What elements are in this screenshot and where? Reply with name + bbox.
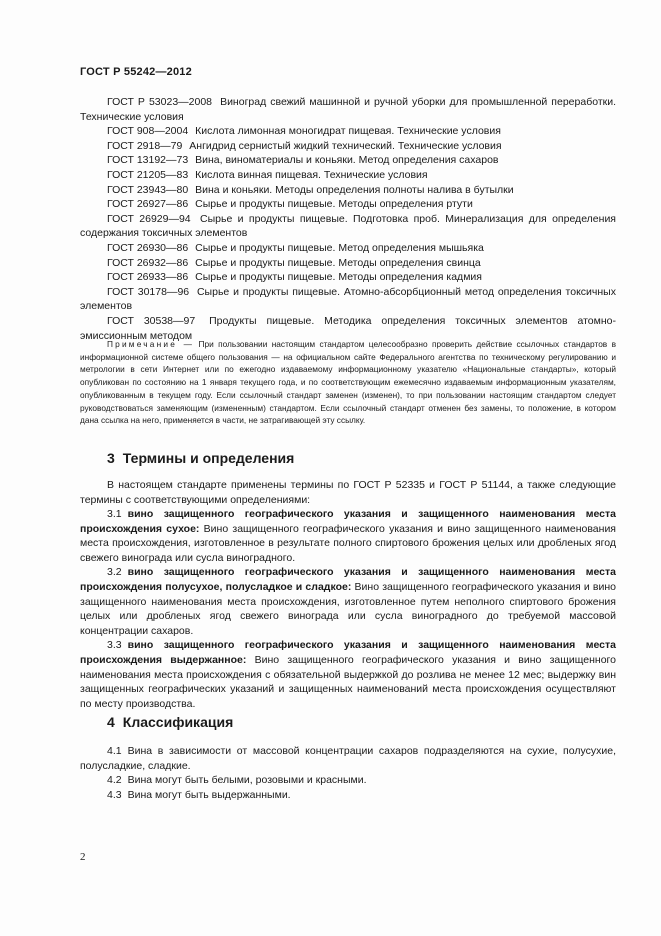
reference-code: ГОСТ 21205—83 [107,168,189,181]
reference-item [80,183,616,198]
reference-title: Вина, виноматериалы и коньяки. Метод определения сахаров [195,154,499,167]
reference-title: Кислота лимонная моногидрат пищевая. Технические условия [195,125,501,138]
reference-code: ГОСТ 26927—86 [107,198,189,211]
term-name: вино защищенного географического указания и защищенного наименования места происхождения выдержанное: [80,639,616,666]
reference-code: ГОСТ 13192—73 [107,154,189,167]
item-number: 4.3 [107,788,122,801]
classification-list [80,744,616,802]
document-header: ГОСТ Р 55242—2012 [80,66,192,78]
item-number: 4.2 [107,774,122,787]
reference-code: ГОСТ 30178—96 [107,285,190,298]
term-name: вино защищенного географического указания и защищенного наименования места происхождения сухое: [80,508,616,535]
reference-title: Ангидрид сернистый жидкий технический. Технические условия [189,139,502,152]
reference-code: ГОСТ 30538—97 [107,314,196,327]
term-definition: Вино защищенного географического указания и вино защищенного наименования места происхождения, изготовленное в результате полного спиртового брожения целых или дробленых ягод свежего винограда или сусла виноградного. [80,522,616,564]
reference-code: ГОСТ 26933—86 [107,271,189,284]
reference-item [80,285,616,314]
reference-code: ГОСТ 23943—80 [107,183,189,196]
note-text: При пользовании настоящим стандартом целесообразно проверить действие ссылочных стандартов в информационной системе общего пользования — на официальном сайте Федерального агентства по техническому регулированию и метрологии в сети Интернет или по ежегодно издаваемому информационному указателю «Национальные стандарты», который опубликован по состоянию на 1 января текущего года, и по соответствующим ежемесячно издаваемым информационным указателям, опубликованным в текущем году. Если ссылочный стандарт заменен (изменен), то при пользовании настоящим стандартом следует руководствоваться заменяющим (измененным) стандартом. Если ссылочный стандарт отменен без замены, то положение, в котором дана ссылка на него, применяется в части, не затрагивающей эту ссылку. [80,339,617,426]
normative-references-list [80,95,616,343]
item-text: Вина могут быть белыми, розовыми и красными. [127,774,367,787]
section-3-heading [107,450,294,466]
term-item [80,565,616,638]
term-definition: Вино защищенного географического указания и вино защищенного наименования места происхождения, изготовленное путем неполного спиртового брожения целых или дробленых ягод свежего винограда или сусла виноградного до требуемой массовой концентрации сахаров. [80,580,616,637]
note-paragraph [80,338,616,427]
reference-item [80,212,616,241]
classification-item [80,744,616,773]
page-number: 2 [80,851,86,863]
reference-title: Продукты пищевые. Методика определения токсичных элементов атомно-эмиссионным методом [80,314,616,342]
reference-title: Сырье и продукты пищевые. Методы определения свинца [195,256,481,269]
reference-item [80,168,616,183]
section-number: 3 [107,450,115,466]
term-item [80,638,616,711]
reference-item [80,241,616,256]
section-title: Классификация [122,714,234,730]
reference-title: Вина и коньяки. Методы определения полноты налива в бутылки [195,183,514,196]
term-definition: Вино защищенного географического указания и вино защищенного наименования места происхождения с обязательной выдержкой до розлива не менее 12 мес; выдержку вин защищенных географических указаний и защищенных наименований места происхождения осуществляют по месту производства. [80,653,616,710]
note-label: Примечание — [107,339,195,349]
section-3-intro: В настоящем стандарте применены термины по ГОСТ Р 52335 и ГОСТ Р 51144, а также следующие термины с соответствующими определениями: [80,479,616,506]
reference-item [80,124,616,139]
reference-code: ГОСТ Р 53023—2008 [107,96,213,108]
classification-item [80,788,616,803]
reference-title: Сырье и продукты пищевые. Подготовка проб. Минерализация для определения содержания токсичных элементов [80,212,616,240]
item-number: 4.1 [107,745,122,757]
reference-title: Сырье и продукты пищевые. Методы определения ртути [195,198,473,211]
term-item [80,507,616,565]
terms-list [80,507,616,711]
reference-item [80,153,616,168]
item-text: Вина в зависимости от массовой концентрации сахаров подразделяются на сухие, полусухие, полусладкие, сладкие. [80,745,616,772]
reference-code: ГОСТ 26932—86 [107,256,189,269]
reference-code: ГОСТ 26930—86 [107,241,189,254]
reference-code: ГОСТ 2918—79 [107,139,183,152]
reference-title: Сырье и продукты пищевые. Атомно-абсорбционный метод определения токсичных элементов [80,285,616,313]
term-number: 3.2 [107,566,122,579]
term-name: вино защищенного географического указания и защищенного наименования места происхождения полусухое, полусладкое и сладкое: [80,566,616,593]
reference-item [80,256,616,271]
section-title: Термины и определения [122,450,295,466]
section-4-heading [107,714,233,730]
reference-title: Сырье и продукты пищевые. Метод определения мышьяка [195,241,484,254]
reference-item [80,197,616,212]
reference-code: ГОСТ 908—2004 [107,125,189,138]
reference-code: ГОСТ 26929—94 [107,212,191,225]
reference-title: Кислота винная пищевая. Технические условия [195,168,428,181]
classification-item [80,773,616,788]
item-text: Вина могут быть выдержанными. [127,788,291,801]
reference-item [80,95,616,124]
term-number: 3.1 [107,508,122,520]
reference-item [80,270,616,285]
section-number: 4 [107,714,115,730]
reference-title: Виноград свежий машинной и ручной уборки для промышленной переработки. Технические условия [80,96,617,123]
reference-item [80,139,616,154]
term-number: 3.3 [107,639,122,652]
reference-title: Сырье и продукты пищевые. Методы определения кадмия [195,271,482,284]
